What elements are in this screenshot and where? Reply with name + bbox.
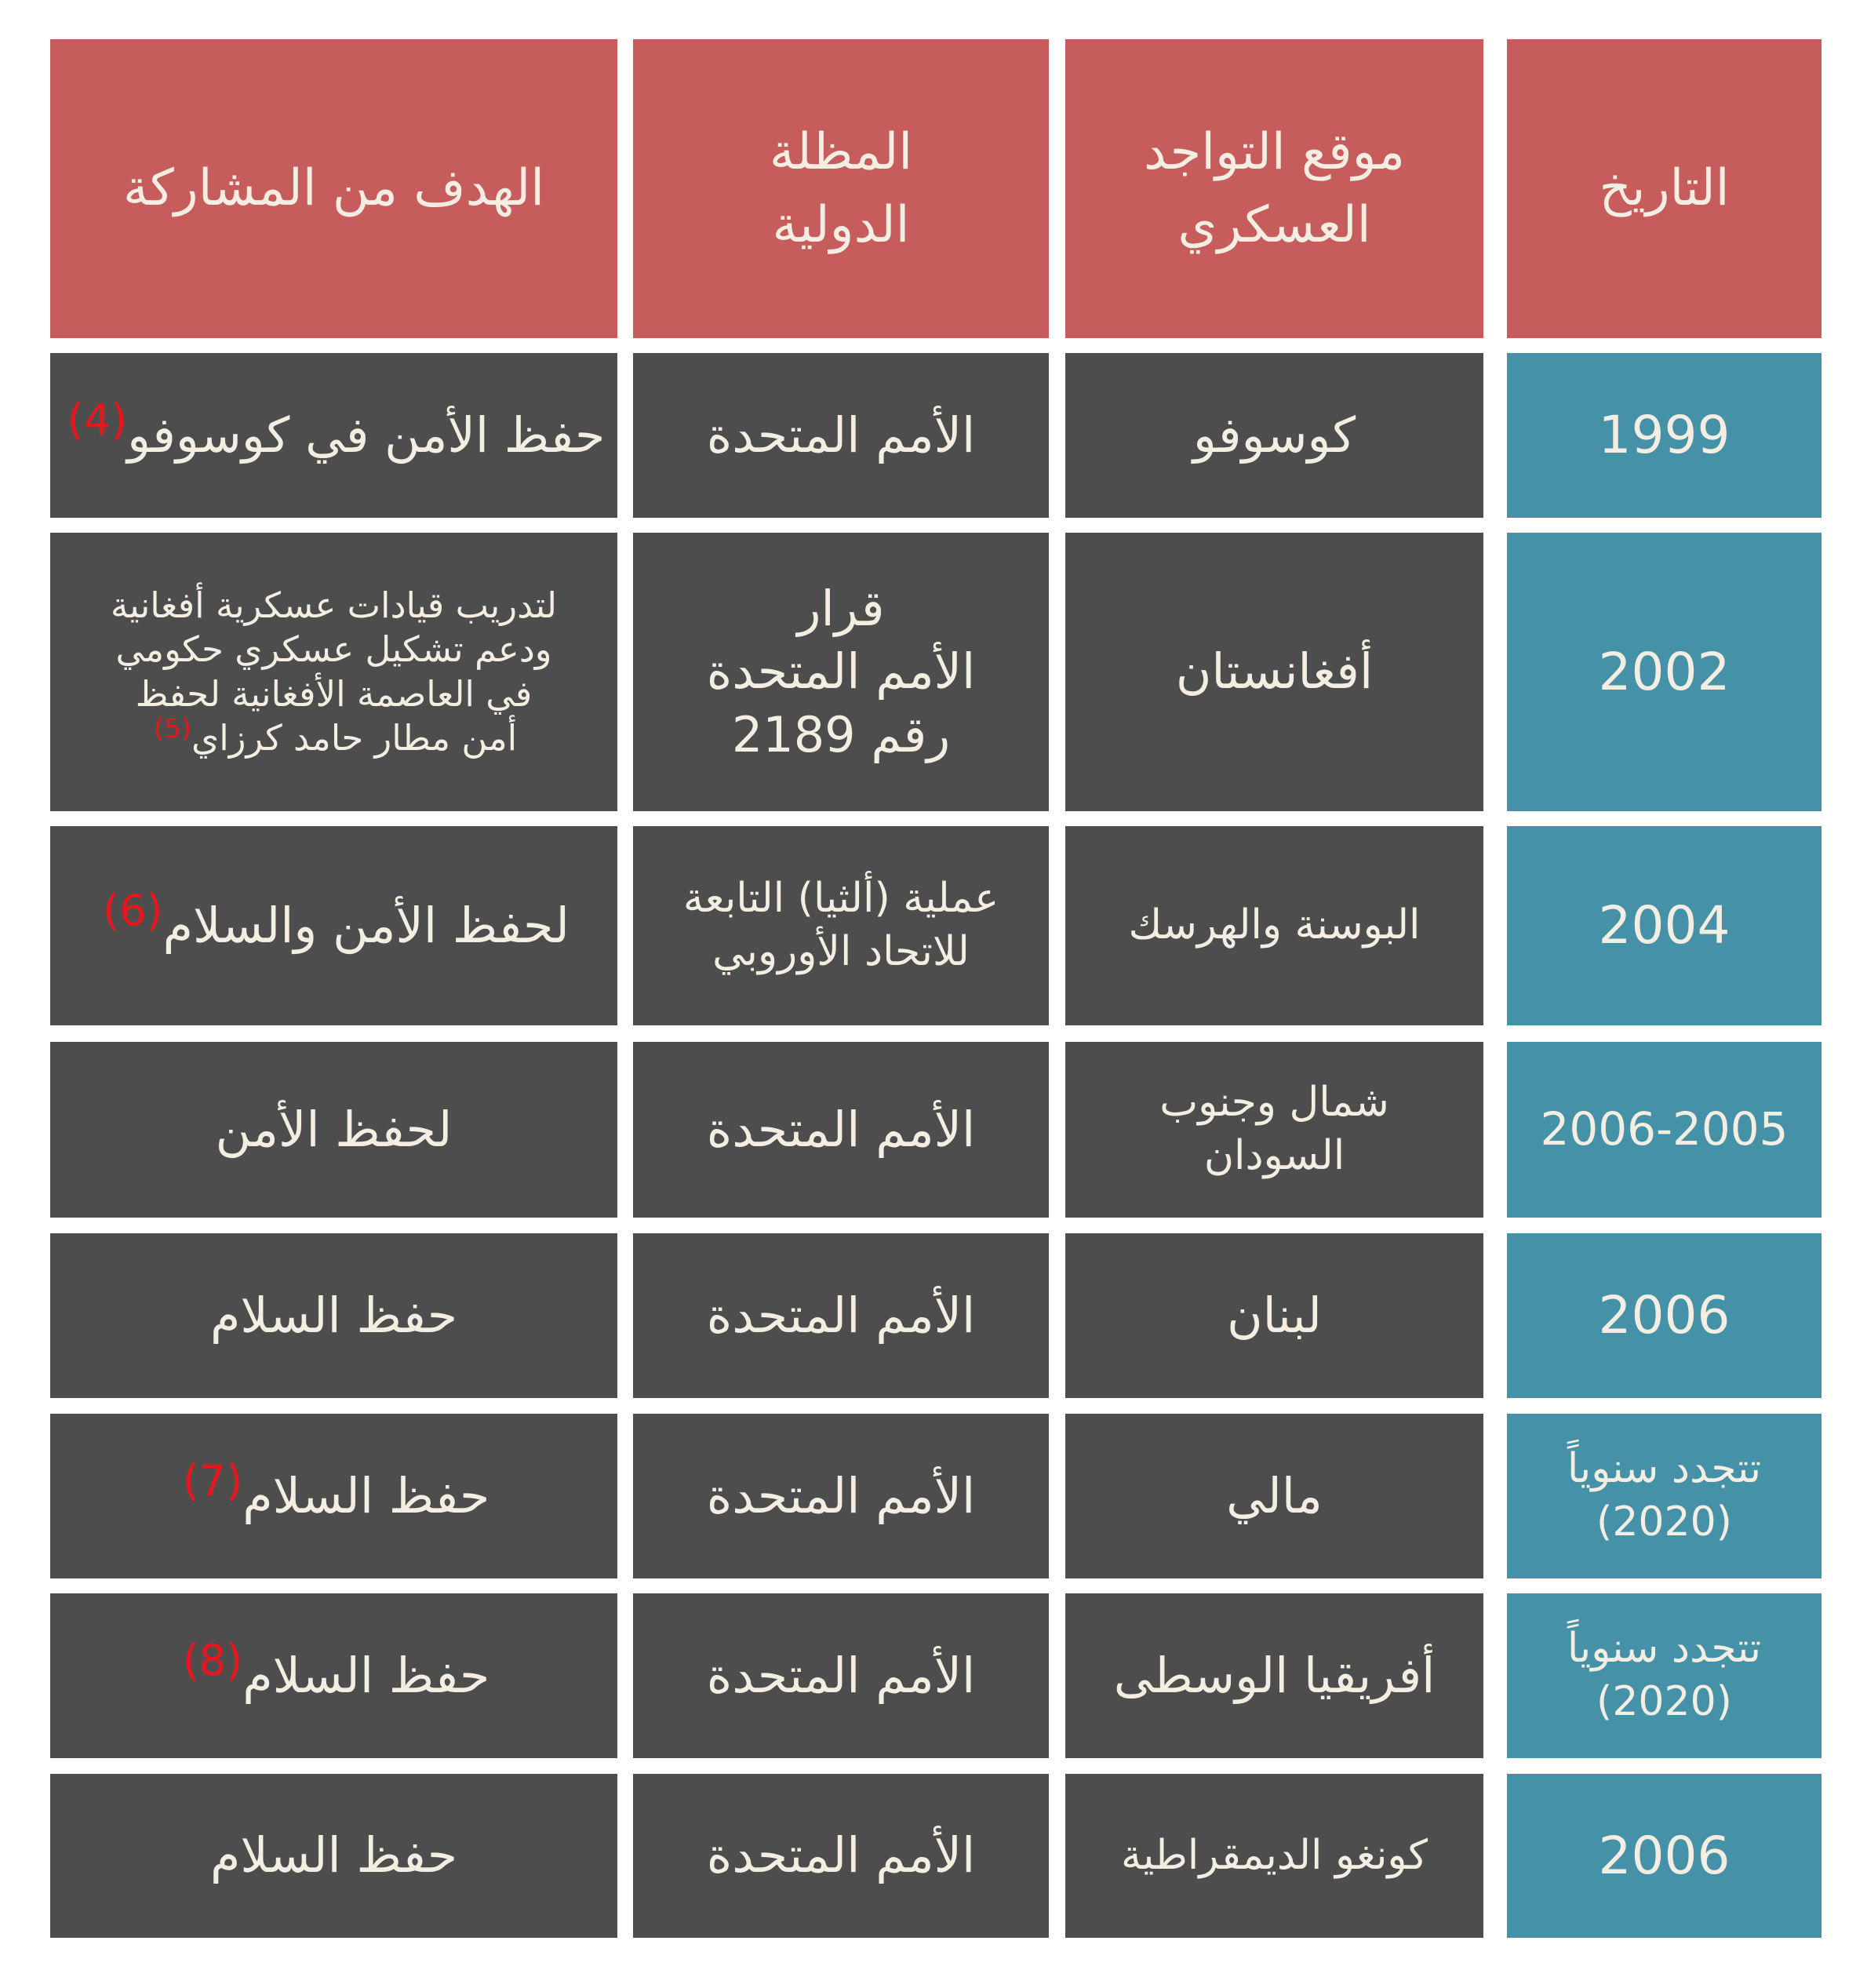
row4-location-line1: شمال وجنوب (1159, 1079, 1389, 1127)
row7-footnote-ref: (8) (182, 1636, 243, 1686)
row8-date: 2006 (1598, 1825, 1731, 1886)
row5-goal: حفظ السلام (209, 1286, 458, 1344)
row5-umbrella: الأمم المتحدة (706, 1286, 976, 1344)
header-date (1507, 39, 1822, 338)
row7-location: أفريقيا الوسطى (1113, 1646, 1436, 1704)
header-location (1065, 39, 1483, 338)
row2-umbrella-line1: قرار (797, 579, 885, 637)
row7-date-line2: (2020) (1596, 1678, 1732, 1725)
row8-umbrella-cell (633, 1774, 1049, 1938)
row7-goal-text: حفظ السلام (242, 1646, 490, 1704)
row4-goal-cell (50, 1042, 617, 1218)
row2-goal-line2: ودعم تشكيل عسكري حكومي (115, 628, 552, 671)
header-location-label-1: موقع التواجد (1144, 122, 1405, 181)
row6-location: مالي (1226, 1466, 1323, 1524)
row2-date: 2002 (1598, 641, 1731, 702)
row7-umbrella-cell (633, 1593, 1049, 1758)
row6-goal (178, 1456, 490, 1528)
row6-date-line2: (2020) (1596, 1498, 1732, 1546)
row3-umbrella-line2: للاتحاد الأوروبي (712, 928, 970, 975)
row3-footnote-ref: (6) (103, 886, 163, 936)
row1-umbrella: الأمم المتحدة (706, 406, 976, 464)
row7-goal-cell (50, 1593, 617, 1758)
row1-location: كوسوفو (1192, 406, 1356, 464)
row3-goal-text: لحفظ الأمن والسلام (162, 896, 570, 954)
row1-goal (63, 395, 606, 468)
row3-umbrella-line1: عملية (ألثيا) التابعة (682, 875, 999, 923)
row5-location-cell (1065, 1233, 1483, 1398)
row8-date-cell (1507, 1774, 1822, 1938)
row3-date: 2004 (1598, 895, 1731, 956)
row6-date-cell (1507, 1414, 1822, 1578)
row8-location: كونغو الديمقراطية (1120, 1831, 1428, 1879)
row2-umbrella-line2: الأمم المتحدة (706, 643, 976, 701)
header-location-label-2: العسكري (1177, 195, 1371, 254)
row2-date-cell (1507, 533, 1822, 811)
row3-goal-cell (50, 826, 617, 1025)
row5-location: لبنان (1227, 1286, 1322, 1344)
row2-goal-line4-text: أمن مطار حامد كرزاي (191, 716, 518, 759)
row8-goal: حفظ السلام (209, 1826, 458, 1884)
row6-umbrella: الأمم المتحدة (706, 1466, 976, 1524)
row7-location-cell (1065, 1593, 1483, 1758)
row2-goal-line4 (151, 712, 518, 760)
row7-date-cell (1507, 1593, 1822, 1758)
row3-location: البوسنة والهرسك (1128, 901, 1421, 949)
row2-goal-line3: في العاصمة الأفغانية لحفظ (135, 672, 533, 715)
row4-umbrella: الأمم المتحدة (706, 1100, 976, 1158)
row7-umbrella: الأمم المتحدة (706, 1646, 976, 1704)
row6-location-cell (1065, 1414, 1483, 1578)
row4-goal: لحفظ الأمن (215, 1100, 453, 1158)
row2-footnote-ref: (5) (153, 712, 191, 745)
header-umbrella (633, 39, 1049, 338)
row1-date: 1999 (1598, 405, 1731, 466)
row2-umbrella-cell (633, 533, 1049, 811)
row1-date-cell (1507, 353, 1822, 518)
row1-goal-text: حفظ الأمن في كوسوفو (127, 406, 606, 464)
row6-goal-text: حفظ السلام (242, 1466, 490, 1524)
row1-footnote-ref: (4) (67, 395, 128, 446)
row7-goal (178, 1636, 490, 1708)
row3-location-cell (1065, 826, 1483, 1025)
row5-goal-cell (50, 1233, 617, 1398)
header-umbrella-label-1: المظلة (769, 122, 913, 181)
row6-goal-cell (50, 1414, 617, 1578)
header-umbrella-label-2: الدولية (772, 195, 910, 254)
row8-goal-cell (50, 1774, 617, 1938)
row3-umbrella-cell (633, 826, 1049, 1025)
row8-location-cell (1065, 1774, 1483, 1938)
row2-umbrella-line3: رقم 2189 (731, 705, 951, 763)
header-goal (50, 39, 617, 338)
row4-date-cell (1507, 1042, 1822, 1218)
row5-date: 2006 (1598, 1285, 1731, 1346)
row4-umbrella-cell (633, 1042, 1049, 1218)
row6-umbrella-cell (633, 1414, 1049, 1578)
row1-goal-cell (50, 353, 617, 518)
header-date-label: التاريخ (1599, 159, 1730, 218)
header-goal-label: الهدف من المشاركة (123, 159, 544, 218)
row5-date-cell (1507, 1233, 1822, 1398)
row2-location-cell (1065, 533, 1483, 811)
row2-goal-cell (50, 533, 617, 811)
row3-goal (98, 886, 570, 958)
row4-date: 2006-2005 (1540, 1102, 1789, 1156)
row8-umbrella: الأمم المتحدة (706, 1826, 976, 1884)
row5-umbrella-cell (633, 1233, 1049, 1398)
row6-date-line1: تتجدد سنوياً (1567, 1445, 1762, 1493)
row2-goal-line1: لتدريب قيادات عسكرية أفغانية (111, 584, 557, 626)
row6-footnote-ref: (7) (182, 1456, 243, 1506)
row4-location-line2: السودان (1203, 1132, 1345, 1179)
row1-umbrella-cell (633, 353, 1049, 518)
row3-date-cell (1507, 826, 1822, 1025)
row4-location-cell (1065, 1042, 1483, 1218)
row1-location-cell (1065, 353, 1483, 518)
row2-location: أفغانستان (1175, 643, 1374, 701)
row7-date-line1: تتجدد سنوياً (1567, 1625, 1762, 1673)
